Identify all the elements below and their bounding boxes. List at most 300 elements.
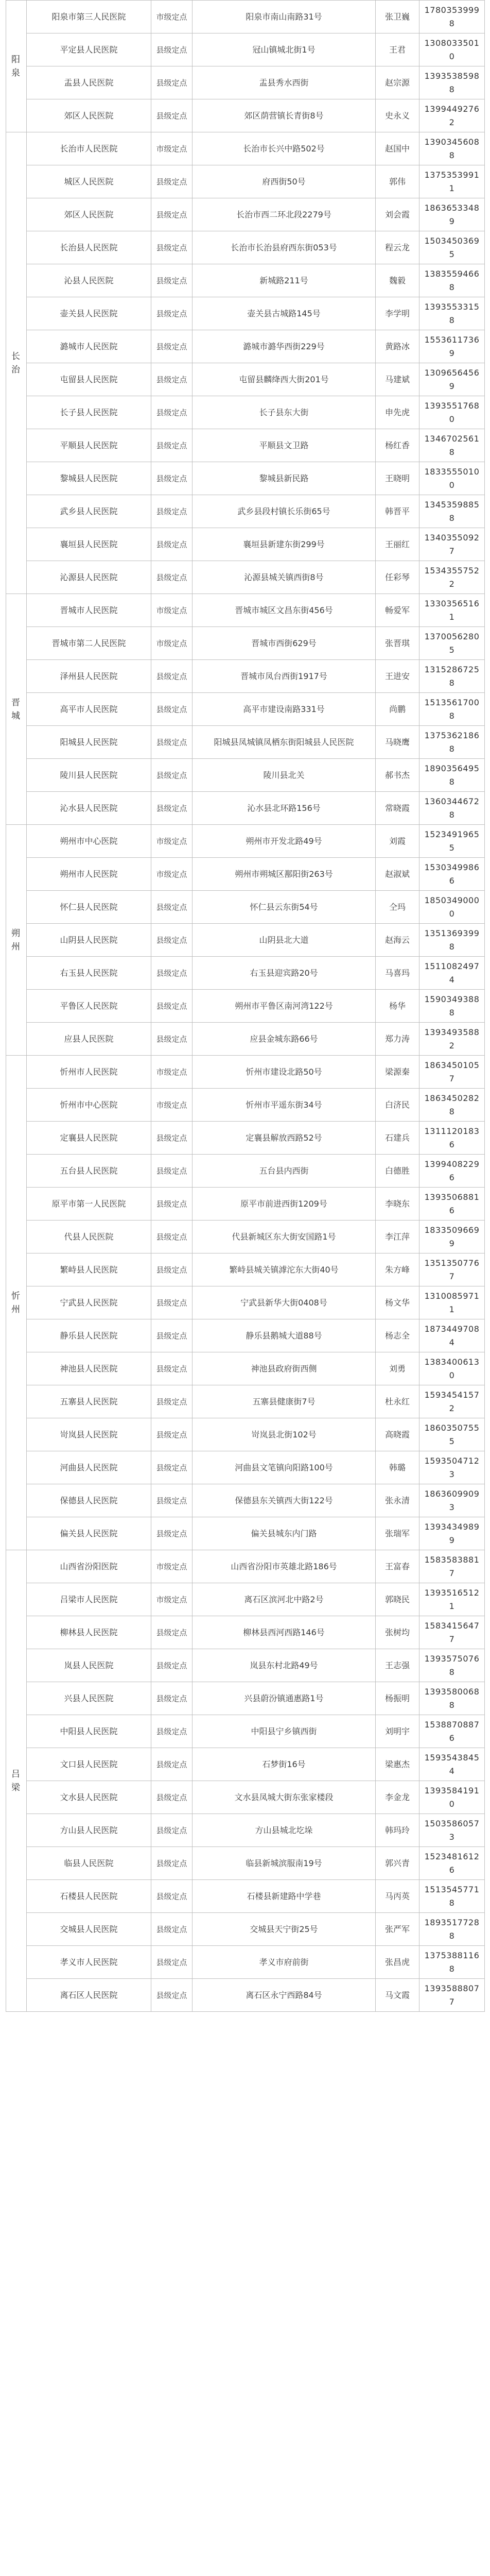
designation-type-cell: 县级定点 — [151, 1451, 192, 1484]
address-cell: 晋城市西街629号 — [192, 627, 376, 660]
hospital-name-cell: 沁县人民医院 — [27, 264, 151, 297]
table-row — [6, 1616, 485, 1649]
table-row — [6, 198, 485, 231]
contact-person-cell: 梁源秦 — [376, 1056, 419, 1089]
designation-type-cell: 市级定点 — [151, 132, 192, 165]
phone-cell: 13403550927 — [419, 528, 485, 561]
phone-cell: 15035860573 — [419, 1814, 485, 1847]
phone-cell: 13935888077 — [419, 1979, 485, 2012]
address-cell: 晋城市凤台西街1917号 — [192, 660, 376, 693]
designation-type-cell: 县级定点 — [151, 759, 192, 792]
phone-cell: 15388708876 — [419, 1715, 485, 1748]
hospital-name-cell: 方山县人民医院 — [27, 1814, 151, 1847]
address-cell: 襄垣县新建东街299号 — [192, 528, 376, 561]
phone-cell: 15536117369 — [419, 330, 485, 363]
phone-cell: 13152867258 — [419, 660, 485, 693]
phone-cell: 13753881168 — [419, 1946, 485, 1979]
contact-person-cell: 郭晓民 — [376, 1583, 419, 1616]
phone-cell: 15234919655 — [419, 825, 485, 858]
contact-person-cell: 赵海云 — [376, 924, 419, 957]
designation-type-cell: 县级定点 — [151, 1715, 192, 1748]
designation-type-cell: 县级定点 — [151, 792, 192, 825]
table-row — [6, 1056, 485, 1089]
hospital-name-cell: 五寨县人民医院 — [27, 1385, 151, 1418]
designation-type-cell: 县级定点 — [151, 1979, 192, 2012]
hospital-name-cell: 定襄县人民医院 — [27, 1122, 151, 1155]
phone-cell: 15110824974 — [419, 957, 485, 990]
table-row — [6, 924, 485, 957]
hospital-name-cell: 五台县人民医院 — [27, 1155, 151, 1188]
contact-person-cell: 杨红香 — [376, 429, 419, 462]
address-cell: 保德县东关镇西大街122号 — [192, 1484, 376, 1517]
address-cell: 长治市长兴中路502号 — [192, 132, 376, 165]
address-cell: 忻州市平遥东街34号 — [192, 1089, 376, 1122]
hospital-name-cell: 石楼县人民医院 — [27, 1880, 151, 1913]
address-cell: 长治市长治县府西东街053号 — [192, 231, 376, 264]
phone-cell: 15935438454 — [419, 1748, 485, 1781]
contact-person-cell: 李江萍 — [376, 1221, 419, 1253]
table-row — [6, 1221, 485, 1253]
designation-type-cell: 市级定点 — [151, 1550, 192, 1583]
contact-person-cell: 任彩琴 — [376, 561, 419, 594]
table-row — [6, 1682, 485, 1715]
phone-cell: 15303499866 — [419, 858, 485, 891]
table-row — [6, 1649, 485, 1682]
address-cell: 五台县内西街 — [192, 1155, 376, 1188]
address-cell: 静乐县鹅城大道88号 — [192, 1319, 376, 1352]
contact-person-cell: 刘霞 — [376, 825, 419, 858]
table-row — [6, 363, 485, 396]
address-cell: 朔州市开发北路49号 — [192, 825, 376, 858]
hospital-name-cell: 平顺县人民医院 — [27, 429, 151, 462]
hospital-name-cell: 泽州县人民医院 — [27, 660, 151, 693]
designation-type-cell: 县级定点 — [151, 1122, 192, 1155]
designation-type-cell: 县级定点 — [151, 1517, 192, 1550]
hospital-name-cell: 神池县人民医院 — [27, 1352, 151, 1385]
contact-person-cell: 赵宗源 — [376, 66, 419, 99]
designation-type-cell: 县级定点 — [151, 1286, 192, 1319]
table-row — [6, 33, 485, 66]
table-row — [6, 726, 485, 759]
table-row — [6, 1781, 485, 1814]
hospital-name-cell: 襄垣县人民医院 — [27, 528, 151, 561]
hospital-name-cell: 阳泉市第三人民医院 — [27, 1, 151, 33]
phone-cell: 15934541572 — [419, 1385, 485, 1418]
contact-person-cell: 郑力涛 — [376, 1023, 419, 1056]
designation-type-cell: 县级定点 — [151, 165, 192, 198]
table-row — [6, 165, 485, 198]
address-cell: 石楼县新建路中学巷 — [192, 1880, 376, 1913]
hospital-name-cell: 潞城市人民医院 — [27, 330, 151, 363]
address-cell: 屯留县麟绛西大街201号 — [192, 363, 376, 396]
contact-person-cell: 郭兴青 — [376, 1847, 419, 1880]
phone-cell: 15903493888 — [419, 990, 485, 1023]
address-cell: 河曲县文笔镇向阳路100号 — [192, 1451, 376, 1484]
phone-cell: 13513693998 — [419, 924, 485, 957]
hospital-name-cell: 阳城县人民医院 — [27, 726, 151, 759]
address-cell: 山阴县北大道 — [192, 924, 376, 957]
table-row — [6, 1946, 485, 1979]
table-row — [6, 1715, 485, 1748]
hospital-name-cell: 晋城市人民医院 — [27, 594, 151, 627]
contact-person-cell: 马文霞 — [376, 1979, 419, 2012]
table-row — [6, 1814, 485, 1847]
table-row — [6, 1, 485, 33]
contact-person-cell: 赵淑斌 — [376, 858, 419, 891]
contact-person-cell: 仝玛 — [376, 891, 419, 924]
designation-type-cell: 县级定点 — [151, 1748, 192, 1781]
table-row — [6, 297, 485, 330]
designation-type-cell: 市级定点 — [151, 1089, 192, 1122]
hospital-name-cell: 孝义市人民医院 — [27, 1946, 151, 1979]
table-row — [6, 957, 485, 990]
contact-person-cell: 王富春 — [376, 1550, 419, 1583]
hospital-name-cell: 临县人民医院 — [27, 1847, 151, 1880]
address-cell: 朔州市朔城区鄯阳街263号 — [192, 858, 376, 891]
phone-cell: 15834156477 — [419, 1616, 485, 1649]
phone-cell: 18634502828 — [419, 1089, 485, 1122]
designation-type-cell: 县级定点 — [151, 1616, 192, 1649]
designation-type-cell: 市级定点 — [151, 627, 192, 660]
hospital-name-cell: 繁峙县人民医院 — [27, 1253, 151, 1286]
table-row — [6, 627, 485, 660]
designation-type-cell: 县级定点 — [151, 1221, 192, 1253]
designation-type-cell: 县级定点 — [151, 1946, 192, 1979]
phone-cell: 13835594668 — [419, 264, 485, 297]
table-row — [6, 132, 485, 165]
table-row — [6, 462, 485, 495]
contact-person-cell: 朱方峰 — [376, 1253, 419, 1286]
designation-type-cell: 市级定点 — [151, 594, 192, 627]
designation-type-cell: 市级定点 — [151, 1, 192, 33]
designation-type-cell: 县级定点 — [151, 957, 192, 990]
table-row — [6, 1089, 485, 1122]
designation-type-cell: 市级定点 — [151, 1056, 192, 1089]
contact-person-cell: 王进安 — [376, 660, 419, 693]
hospital-name-cell: 武乡县人民医院 — [27, 495, 151, 528]
designation-type-cell: 县级定点 — [151, 264, 192, 297]
hospital-name-cell: 柳林县人民医院 — [27, 1616, 151, 1649]
table-row — [6, 1155, 485, 1188]
contact-person-cell: 张永清 — [376, 1484, 419, 1517]
hospital-name-cell: 屯留县人民医院 — [27, 363, 151, 396]
phone-cell: 18636099093 — [419, 1484, 485, 1517]
table-row — [6, 99, 485, 132]
address-cell: 忻州市建设北路50号 — [192, 1056, 376, 1089]
hospital-name-cell: 平鲁区人民医院 — [27, 990, 151, 1023]
address-cell: 朔州市平鲁区南河湾122号 — [192, 990, 376, 1023]
designation-type-cell: 县级定点 — [151, 924, 192, 957]
designated-hospitals-table — [6, 0, 485, 2012]
designation-type-cell: 县级定点 — [151, 990, 192, 1023]
phone-cell: 13453598858 — [419, 495, 485, 528]
hospital-name-cell: 怀仁县人民医院 — [27, 891, 151, 924]
phone-cell: 18903564958 — [419, 759, 485, 792]
address-cell: 阳城县凤城镇凤栖东街阳城县人民医院 — [192, 726, 376, 759]
contact-person-cell: 王君 — [376, 33, 419, 66]
phone-cell: 18335096699 — [419, 1221, 485, 1253]
designation-type-cell: 县级定点 — [151, 363, 192, 396]
phone-cell: 13467025618 — [419, 429, 485, 462]
hospital-name-cell: 吕梁市人民医院 — [27, 1583, 151, 1616]
address-cell: 府西街50号 — [192, 165, 376, 198]
phone-cell: 13935385988 — [419, 66, 485, 99]
contact-person-cell: 李晓东 — [376, 1188, 419, 1221]
address-cell: 应县金城东路66号 — [192, 1023, 376, 1056]
designation-type-cell: 县级定点 — [151, 1319, 192, 1352]
hospital-name-cell: 交城县人民医院 — [27, 1913, 151, 1946]
designation-type-cell: 县级定点 — [151, 1155, 192, 1188]
phone-cell: 13303565161 — [419, 594, 485, 627]
address-cell: 岚县东村北路49号 — [192, 1649, 376, 1682]
hospital-name-cell: 壶关县人民医院 — [27, 297, 151, 330]
designation-type-cell: 县级定点 — [151, 297, 192, 330]
phone-cell: 13935517680 — [419, 396, 485, 429]
contact-person-cell: 申先虎 — [376, 396, 419, 429]
table-row — [6, 1385, 485, 1418]
address-cell: 阳泉市南山南路31号 — [192, 1, 376, 33]
designation-type-cell: 县级定点 — [151, 429, 192, 462]
table-row — [6, 1880, 485, 1913]
contact-person-cell: 韩晋平 — [376, 495, 419, 528]
table-row — [6, 1748, 485, 1781]
designation-type-cell: 县级定点 — [151, 1682, 192, 1715]
address-cell: 长治市西二环北段2279号 — [192, 198, 376, 231]
contact-person-cell: 郝书杰 — [376, 759, 419, 792]
table-row — [6, 1451, 485, 1484]
contact-person-cell: 杨振明 — [376, 1682, 419, 1715]
city-group-cell: 朔州 — [6, 825, 27, 1056]
contact-person-cell: 杨华 — [376, 990, 419, 1023]
hospital-name-cell: 长治市人民医院 — [27, 132, 151, 165]
contact-person-cell: 马晓鹰 — [376, 726, 419, 759]
phone-cell: 13935533158 — [419, 297, 485, 330]
contact-person-cell: 杜永红 — [376, 1385, 419, 1418]
contact-person-cell: 王志强 — [376, 1649, 419, 1682]
table-row — [6, 594, 485, 627]
address-cell: 柳林县西河西路146号 — [192, 1616, 376, 1649]
designation-type-cell: 市级定点 — [151, 1583, 192, 1616]
designation-type-cell: 县级定点 — [151, 561, 192, 594]
contact-person-cell: 韩璐 — [376, 1451, 419, 1484]
designation-type-cell: 县级定点 — [151, 1188, 192, 1221]
table-row — [6, 1979, 485, 2012]
designation-type-cell: 县级定点 — [151, 528, 192, 561]
designation-type-cell: 县级定点 — [151, 660, 192, 693]
address-cell: 原平市前进西街1209号 — [192, 1188, 376, 1221]
hospital-name-cell: 应县人民医院 — [27, 1023, 151, 1056]
address-cell: 沁源县城关镇西街8号 — [192, 561, 376, 594]
hospital-name-cell: 忻州市人民医院 — [27, 1056, 151, 1089]
address-cell: 冠山镇城北街1号 — [192, 33, 376, 66]
address-cell: 怀仁县云东街54号 — [192, 891, 376, 924]
table-row — [6, 1319, 485, 1352]
contact-person-cell: 李学明 — [376, 297, 419, 330]
contact-person-cell: 刘明宇 — [376, 1715, 419, 1748]
table-row — [6, 1253, 485, 1286]
hospital-name-cell: 文口县人民医院 — [27, 1748, 151, 1781]
contact-person-cell: 张瑞军 — [376, 1517, 419, 1550]
table-row — [6, 1550, 485, 1583]
hospital-name-cell: 长治县人民医院 — [27, 231, 151, 264]
designation-type-cell: 县级定点 — [151, 1913, 192, 1946]
contact-person-cell: 张晋琪 — [376, 627, 419, 660]
phone-cell: 18634501057 — [419, 1056, 485, 1089]
contact-person-cell: 高晓霞 — [376, 1418, 419, 1451]
address-cell: 潞城市潞华西街229号 — [192, 330, 376, 363]
hospital-name-cell: 平定县人民医院 — [27, 33, 151, 66]
designation-type-cell: 县级定点 — [151, 231, 192, 264]
contact-person-cell: 杨文华 — [376, 1286, 419, 1319]
designation-type-cell: 县级定点 — [151, 198, 192, 231]
hospital-name-cell: 右玉县人民医院 — [27, 957, 151, 990]
contact-person-cell: 王丽红 — [376, 528, 419, 561]
phone-cell: 18935177288 — [419, 1913, 485, 1946]
table-row — [6, 1286, 485, 1319]
hospital-name-cell: 河曲县人民医院 — [27, 1451, 151, 1484]
contact-person-cell: 刘勇 — [376, 1352, 419, 1385]
hospital-name-cell: 郊区人民医院 — [27, 198, 151, 231]
address-cell: 离石区永宁西路84号 — [192, 1979, 376, 2012]
contact-person-cell: 马丙英 — [376, 1880, 419, 1913]
contact-person-cell: 王晓明 — [376, 462, 419, 495]
designation-type-cell: 县级定点 — [151, 1847, 192, 1880]
hospital-name-cell: 沁源县人民医院 — [27, 561, 151, 594]
hospital-name-cell: 城区人民医院 — [27, 165, 151, 198]
table-row — [6, 990, 485, 1023]
phone-cell: 15034503695 — [419, 231, 485, 264]
address-cell: 代县新城区东大街安国路1号 — [192, 1221, 376, 1253]
address-cell: 兴县蔚汾镇通惠路1号 — [192, 1682, 376, 1715]
phone-cell: 18335550100 — [419, 462, 485, 495]
designation-type-cell: 县级定点 — [151, 1253, 192, 1286]
table-row — [6, 231, 485, 264]
phone-cell: 15135457718 — [419, 1880, 485, 1913]
address-cell: 定襄县解放西路52号 — [192, 1122, 376, 1155]
contact-person-cell: 白德胜 — [376, 1155, 419, 1188]
hospital-name-cell: 朔州市人民医院 — [27, 858, 151, 891]
designation-type-cell: 县级定点 — [151, 1649, 192, 1682]
contact-person-cell: 黄路冰 — [376, 330, 419, 363]
table-row — [6, 396, 485, 429]
address-cell: 武乡县段村镇长乐街65号 — [192, 495, 376, 528]
designation-type-cell: 县级定点 — [151, 462, 192, 495]
table-row — [6, 858, 485, 891]
hospital-name-cell: 晋城市第二人民医院 — [27, 627, 151, 660]
address-cell: 右玉县迎宾路20号 — [192, 957, 376, 990]
hospital-name-cell: 保德县人民医院 — [27, 1484, 151, 1517]
contact-person-cell: 张卫巍 — [376, 1, 419, 33]
contact-person-cell: 杨志全 — [376, 1319, 419, 1352]
designation-type-cell: 县级定点 — [151, 1814, 192, 1847]
hospital-name-cell: 忻州市中心医院 — [27, 1089, 151, 1122]
phone-cell: 13834006130 — [419, 1352, 485, 1385]
designation-type-cell: 县级定点 — [151, 495, 192, 528]
designation-type-cell: 县级定点 — [151, 330, 192, 363]
table-row — [6, 1517, 485, 1550]
hospital-name-cell: 偏关县人民医院 — [27, 1517, 151, 1550]
address-cell: 交城县天宁街25号 — [192, 1913, 376, 1946]
phone-cell: 15835838817 — [419, 1550, 485, 1583]
hospital-name-cell: 黎城县人民医院 — [27, 462, 151, 495]
table-row — [6, 1583, 485, 1616]
phone-cell: 13994082296 — [419, 1155, 485, 1188]
hospital-name-cell: 高平市人民医院 — [27, 693, 151, 726]
contact-person-cell: 史永义 — [376, 99, 419, 132]
hospital-name-cell: 原平市第一人民医院 — [27, 1188, 151, 1221]
contact-person-cell: 张严军 — [376, 1913, 419, 1946]
address-cell: 离石区滨河北中路2号 — [192, 1583, 376, 1616]
contact-person-cell: 畅爱军 — [376, 594, 419, 627]
phone-cell: 13934349899 — [419, 1517, 485, 1550]
table-row — [6, 792, 485, 825]
contact-person-cell: 马建斌 — [376, 363, 419, 396]
hospital-name-cell: 静乐县人民医院 — [27, 1319, 151, 1352]
designation-type-cell: 县级定点 — [151, 1484, 192, 1517]
address-cell: 繁峙县城关镇滹沱东大街40号 — [192, 1253, 376, 1286]
address-cell: 郊区荫营镇长青街8号 — [192, 99, 376, 132]
table-row — [6, 891, 485, 924]
phone-cell: 17803539998 — [419, 1, 485, 33]
contact-person-cell: 李金龙 — [376, 1781, 419, 1814]
designation-type-cell: 县级定点 — [151, 1880, 192, 1913]
hospital-name-cell: 陵川县人民医院 — [27, 759, 151, 792]
designation-type-cell: 县级定点 — [151, 33, 192, 66]
phone-cell: 18734497084 — [419, 1319, 485, 1352]
phone-cell: 18636533489 — [419, 198, 485, 231]
city-group-cell: 阳泉 — [6, 1, 27, 132]
phone-cell: 13935068816 — [419, 1188, 485, 1221]
contact-person-cell: 魏毅 — [376, 264, 419, 297]
hospital-name-cell: 朔州市中心医院 — [27, 825, 151, 858]
hospital-name-cell: 山西省汾阳医院 — [27, 1550, 151, 1583]
contact-person-cell: 尚鹏 — [376, 693, 419, 726]
phone-cell: 13903456088 — [419, 132, 485, 165]
address-cell: 新城路211号 — [192, 264, 376, 297]
table-row — [6, 561, 485, 594]
phone-cell: 13080335010 — [419, 33, 485, 66]
designation-type-cell: 县级定点 — [151, 1781, 192, 1814]
table-row — [6, 495, 485, 528]
address-cell: 高平市建设南路331号 — [192, 693, 376, 726]
hospital-name-cell: 兴县人民医院 — [27, 1682, 151, 1715]
phone-cell: 13603446728 — [419, 792, 485, 825]
hospital-name-cell: 盂县人民医院 — [27, 66, 151, 99]
table-body — [6, 1, 485, 2012]
address-cell: 晋城市城区文昌东街456号 — [192, 594, 376, 627]
phone-cell: 13935750768 — [419, 1649, 485, 1682]
table-row — [6, 1352, 485, 1385]
table-row — [6, 1913, 485, 1946]
address-cell: 平顺县文卫路 — [192, 429, 376, 462]
table-row — [6, 66, 485, 99]
contact-person-cell: 赵国中 — [376, 132, 419, 165]
designation-type-cell: 市级定点 — [151, 825, 192, 858]
designation-type-cell: 县级定点 — [151, 66, 192, 99]
table-row — [6, 660, 485, 693]
address-cell: 沁水县北环路156号 — [192, 792, 376, 825]
hospital-name-cell: 代县人民医院 — [27, 1221, 151, 1253]
contact-person-cell: 马喜玛 — [376, 957, 419, 990]
designation-type-cell: 县级定点 — [151, 693, 192, 726]
phone-cell: 13513507767 — [419, 1253, 485, 1286]
table-row — [6, 1188, 485, 1221]
table-row — [6, 825, 485, 858]
designation-type-cell: 县级定点 — [151, 726, 192, 759]
city-group-cell: 忻州 — [6, 1056, 27, 1550]
phone-cell: 18503490000 — [419, 891, 485, 924]
phone-cell: 13994492762 — [419, 99, 485, 132]
